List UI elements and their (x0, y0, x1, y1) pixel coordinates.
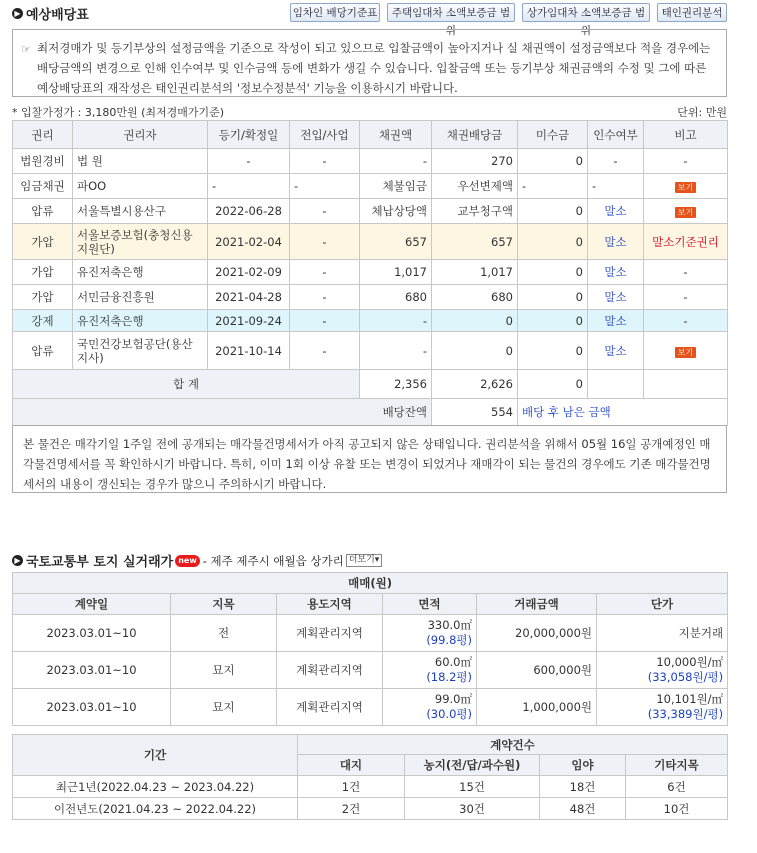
table-row: 가압 서울보증보험(충청신용지원단) 2021-02-04 - 657 657 0 말소 말소기준권리 (13, 224, 728, 260)
group-header-row: 매매(원) (13, 573, 728, 594)
summary-subheader-row: 대지 농지(전/답/과수원) 임야 기타지목 (13, 755, 728, 776)
commercial-deposit-range-button[interactable]: 상가임대차 소액보증금 범위 (522, 3, 650, 22)
notice-text: 최저경매가 및 등기부상의 설정금액을 기준으로 작성이 되고 있으므로 입찰금액이 높아지거나 실 채권액이 설정금액보다 적을 경우에는 배당금액의 변경으로 인해 인수여부 및 인수금액 등에 변화가 생길 수 있습니다. 입찰금액 또는 등기부상 채권금액의 수정 및 그에 따른 예상배당표의 재작성은 태인권리분석의 '정보수정분석' 기능을 이용하시기 바랍니다. (37, 41, 711, 95)
table-row: 가압 유진저축은행 2021-02-09 - 1,017 1,017 0 말소 - (13, 260, 728, 285)
table-row: 압류 서울특별시용산구 2022-06-28 - 체납상당액 교부청구액 0 말소 보기 (13, 199, 728, 224)
land-header-row: 계약일 지목 용도지역 면적 거래금액 단가 (13, 594, 728, 615)
more-select[interactable]: 더보기▾ (346, 554, 383, 567)
table-row: 강제 유진저축은행 2021-09-24 - - 0 0 말소 - (13, 310, 728, 332)
bullet-arrow-icon: ▶ (12, 555, 23, 566)
new-badge: new (175, 555, 200, 567)
balance-row: 배당잔액 554 배당 후 남은 금액 (13, 399, 728, 426)
taein-rights-analysis-button[interactable]: 태인권리분석 (657, 3, 727, 22)
summary-header-row: 기간 계약건수 (13, 735, 728, 755)
unit-label: 단위: 만원 (677, 106, 727, 119)
total-row: 합 계 2,356 2,626 0 (13, 370, 728, 399)
bullet-arrow-icon: ▶ (12, 8, 23, 19)
table-row: 이전년도(2021.04.23 ~ 2022.04.22) 2건 30건 48건 10건 (13, 798, 728, 820)
location-text: - 제주 제주시 애월읍 상가리 (202, 553, 344, 568)
section-title-land-trades: ▶ 국토교통부 토지 실거래가 new - 제주 제주시 애월읍 상가리 더보기▾ (12, 551, 382, 570)
view-button[interactable]: 보기 (675, 347, 696, 358)
table-row: 2023.03.01~10 묘지 계획관리지역 60.0㎡ (18.2평) 600,000원 10,000원/㎡ (33,058원/평) (13, 652, 728, 689)
dividend-header-row: 권리 권리자 등기/확정일 전입/사업 채권액 채권배당금 미수금 인수여부 비고 (13, 121, 728, 149)
table-row: 법원경비 법 원 - - - 270 0 - - (13, 149, 728, 174)
tenant-dividend-standard-button[interactable]: 임차인 배당기준표 (290, 3, 380, 22)
view-button[interactable]: 보기 (675, 182, 696, 193)
land-trade-table (12, 572, 728, 726)
table-row: 가압 서민금융진흥원 2021-04-28 - 680 680 0 말소 - (13, 285, 728, 310)
table-row: 2023.03.01~10 전 계획관리지역 330.0㎡ (99.8평) 20,000,000원 지분거래 (13, 615, 728, 652)
pointing-hand-icon: ☞ (21, 43, 31, 56)
notice-box (12, 29, 727, 97)
section-title-dividend: ▶ 예상배당표 (12, 4, 89, 23)
table-row: 임금채권 파OO - - 체불임금 우선변제액 - - 보기 (13, 174, 728, 199)
table-row: 최근1년(2022.04.23 ~ 2023.04.22) 1건 15건 18건 6건 (13, 776, 728, 798)
view-button[interactable]: 보기 (675, 207, 696, 218)
table-row: 2023.03.01~10 묘지 계획관리지역 99.0㎡ (30.0평) 1,000,000원 10,101원/㎡ (33,389원/평) (13, 689, 728, 726)
notice-text-2: 본 물건은 매각기일 1주일 전에 공개되는 매각물건명세서가 아직 공고되지 않은 상태입니다. 권리분석을 위해서 05월 16일 공개예정인 매각물건명세서를 꼭 확인하시기 바랍니다. 특히, 이미 1회 이상 유찰 또는 변경이 되었거나 재매각이 되는 물건의 경우에도 기존 매각물건명세서의 내용이 갱신되는 경우가 많으니 주의하시기 바랍니다. (23, 437, 711, 491)
notice-box-2 (12, 425, 727, 493)
bid-price-label: * 입찰가정가 : 3,180만원 (최저경매가기준) (12, 106, 225, 119)
table-row: 압류 국민건강보험공단(용산지사) 2021-10-14 - - 0 0 말소 보기 (13, 332, 728, 370)
summary-table (12, 734, 728, 820)
housing-deposit-range-button[interactable]: 주택임대차 소액보증금 범위 (387, 3, 515, 22)
dividend-table (12, 120, 728, 426)
